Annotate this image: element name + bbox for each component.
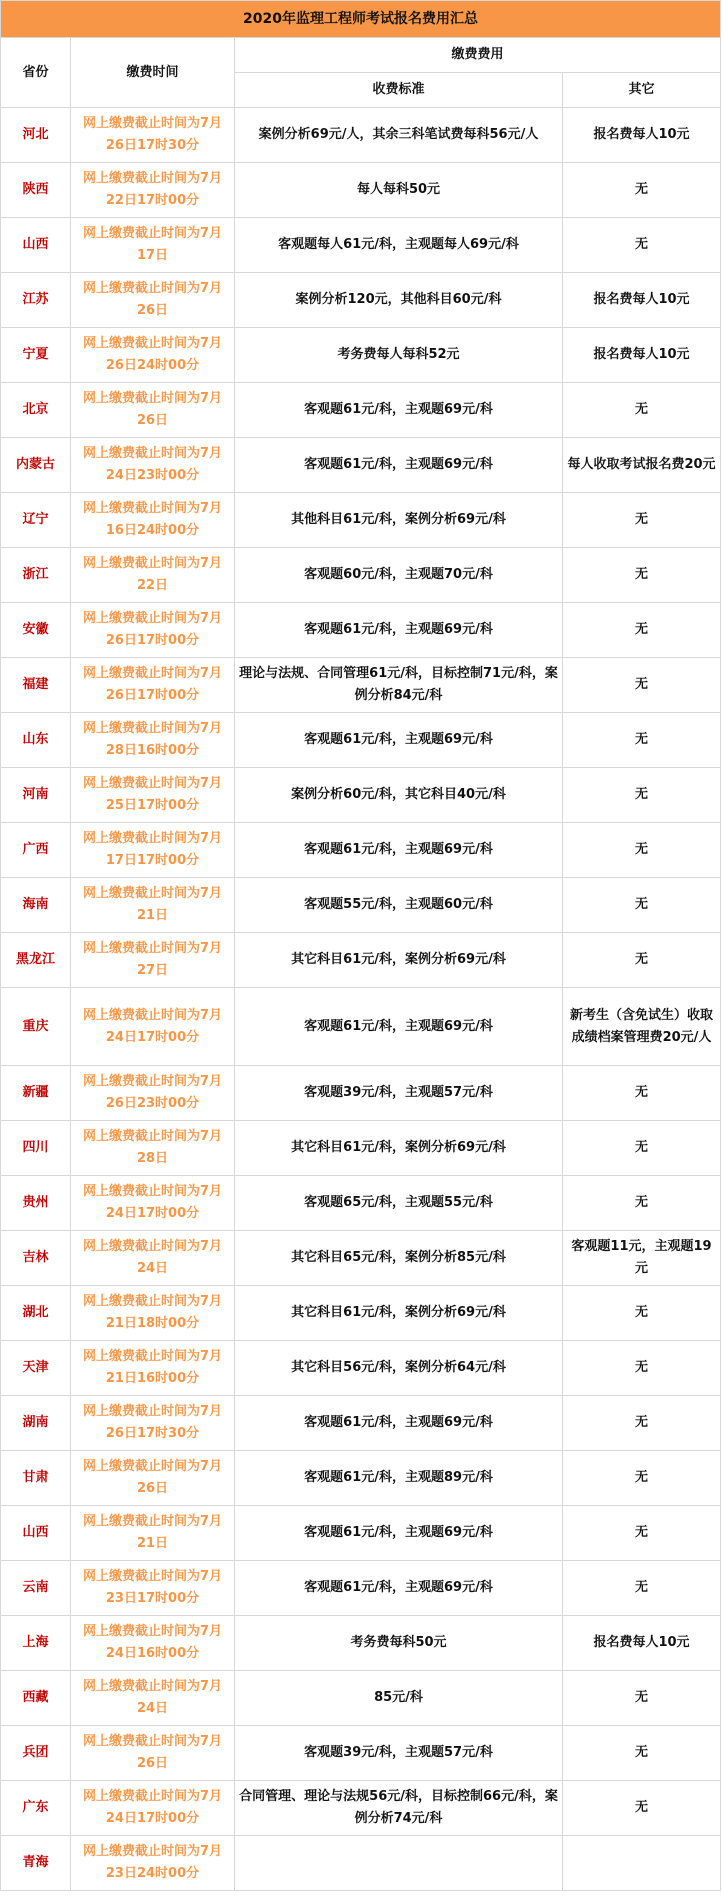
payment-deadline-cell: 网上缴费截止时间为7月24日16时00分 (71, 1616, 235, 1671)
table-row (1, 1176, 721, 1231)
other-fee-cell: 无 (563, 1726, 721, 1781)
table-row (1, 1726, 721, 1781)
payment-deadline-cell: 网上缴费截止时间为7月26日 (71, 1726, 235, 1781)
payment-deadline-cell: 网上缴费截止时间为7月28日 (71, 1121, 235, 1176)
table-row (1, 493, 721, 548)
payment-deadline-cell: 网上缴费截止时间为7月21日16时00分 (71, 1341, 235, 1396)
province-cell: 辽宁 (1, 493, 71, 548)
payment-deadline-cell: 网上缴费截止时间为7月26日17时30分 (71, 1396, 235, 1451)
province-cell: 兵团 (1, 1726, 71, 1781)
other-fee-cell: 无 (563, 933, 721, 988)
table-row (1, 273, 721, 328)
table-row (1, 218, 721, 273)
table-row (1, 1561, 721, 1616)
fee-standard-cell: 客观题61元/科，主观题89元/科 (235, 1451, 563, 1506)
table-row (1, 383, 721, 438)
payment-deadline-cell: 网上缴费截止时间为7月17日 (71, 218, 235, 273)
payment-deadline-cell: 网上缴费截止时间为7月21日 (71, 878, 235, 933)
province-cell: 浙江 (1, 548, 71, 603)
fee-standard-cell: 客观题61元/科，主观题69元/科 (235, 988, 563, 1066)
table-row (1, 1286, 721, 1341)
other-fee-cell: 报名费每人10元 (563, 273, 721, 328)
fee-standard-cell: 客观题61元/科，主观题69元/科 (235, 1561, 563, 1616)
header-payment-fee: 缴费费用 (235, 38, 721, 73)
province-cell: 宁夏 (1, 328, 71, 383)
payment-deadline-cell: 网上缴费截止时间为7月24日17时00分 (71, 988, 235, 1066)
other-fee-cell: 报名费每人10元 (563, 328, 721, 383)
table-body (1, 108, 721, 1891)
table-row (1, 768, 721, 823)
other-fee-cell (563, 1836, 721, 1891)
province-cell: 黑龙江 (1, 933, 71, 988)
table-row (1, 1066, 721, 1121)
other-fee-cell: 无 (563, 658, 721, 713)
other-fee-cell: 无 (563, 1341, 721, 1396)
payment-deadline-cell: 网上缴费截止时间为7月24日 (71, 1231, 235, 1286)
fee-standard-cell: 合同管理、理论与法规56元/科，目标控制66元/科，案例分析74元/科 (235, 1781, 563, 1836)
fee-standard-cell: 客观题61元/科，主观题69元/科 (235, 1506, 563, 1561)
payment-deadline-cell: 网上缴费截止时间为7月25日17时00分 (71, 768, 235, 823)
fee-standard-cell: 考务费每科50元 (235, 1616, 563, 1671)
table-row (1, 1121, 721, 1176)
payment-deadline-cell: 网上缴费截止时间为7月24日 (71, 1671, 235, 1726)
province-cell: 安徽 (1, 603, 71, 658)
fee-standard-cell: 理论与法规、合同管理61元/科，目标控制71元/科，案例分析84元/科 (235, 658, 563, 713)
province-cell: 广东 (1, 1781, 71, 1836)
table-row (1, 108, 721, 163)
fee-standard-cell: 客观题61元/科，主观题69元/科 (235, 823, 563, 878)
payment-deadline-cell: 网上缴费截止时间为7月26日 (71, 273, 235, 328)
payment-deadline-cell: 网上缴费截止时间为7月21日 (71, 1506, 235, 1561)
province-cell: 重庆 (1, 988, 71, 1066)
payment-deadline-cell: 网上缴费截止时间为7月26日24时00分 (71, 328, 235, 383)
fee-standard-cell: 其它科目65元/科，案例分析85元/科 (235, 1231, 563, 1286)
other-fee-cell: 每人收取考试报名费20元 (563, 438, 721, 493)
other-fee-cell: 无 (563, 1286, 721, 1341)
province-cell: 河南 (1, 768, 71, 823)
other-fee-cell: 无 (563, 768, 721, 823)
table-row (1, 1451, 721, 1506)
table-title: 2020年监理工程师考试报名费用汇总 (1, 1, 721, 38)
province-cell: 山东 (1, 713, 71, 768)
province-cell: 吉林 (1, 1231, 71, 1286)
table-row (1, 603, 721, 658)
payment-deadline-cell: 网上缴费截止时间为7月22日17时00分 (71, 163, 235, 218)
header-fee-standard: 收费标准 (235, 73, 563, 108)
province-cell: 云南 (1, 1561, 71, 1616)
payment-deadline-cell: 网上缴费截止时间为7月23日24时00分 (71, 1836, 235, 1891)
province-cell: 河北 (1, 108, 71, 163)
other-fee-cell: 无 (563, 1671, 721, 1726)
table-row (1, 1836, 721, 1891)
other-fee-cell: 无 (563, 383, 721, 438)
payment-deadline-cell: 网上缴费截止时间为7月22日 (71, 548, 235, 603)
table-row (1, 658, 721, 713)
fee-standard-cell: 客观题39元/科，主观题57元/科 (235, 1726, 563, 1781)
other-fee-cell: 无 (563, 1451, 721, 1506)
payment-deadline-cell: 网上缴费截止时间为7月26日17时00分 (71, 603, 235, 658)
province-cell: 新疆 (1, 1066, 71, 1121)
fee-standard-cell: 客观题39元/科，主观题57元/科 (235, 1066, 563, 1121)
province-cell: 北京 (1, 383, 71, 438)
fee-standard-cell (235, 1836, 563, 1891)
province-cell: 甘肃 (1, 1451, 71, 1506)
province-cell: 江苏 (1, 273, 71, 328)
other-fee-cell: 无 (563, 603, 721, 658)
payment-deadline-cell: 网上缴费截止时间为7月24日23时00分 (71, 438, 235, 493)
table-row (1, 548, 721, 603)
table-row (1, 933, 721, 988)
payment-deadline-cell: 网上缴费截止时间为7月27日 (71, 933, 235, 988)
payment-deadline-cell: 网上缴费截止时间为7月16日24时00分 (71, 493, 235, 548)
header-payment-time: 缴费时间 (71, 38, 235, 108)
table-row (1, 163, 721, 218)
province-cell: 山西 (1, 1506, 71, 1561)
fee-standard-cell: 其它科目61元/科，案例分析69元/科 (235, 1286, 563, 1341)
fee-standard-cell: 案例分析120元，其他科目60元/科 (235, 273, 563, 328)
province-cell: 海南 (1, 878, 71, 933)
payment-deadline-cell: 网上缴费截止时间为7月26日 (71, 1451, 235, 1506)
province-cell: 湖南 (1, 1396, 71, 1451)
other-fee-cell: 无 (563, 548, 721, 603)
payment-deadline-cell: 网上缴费截止时间为7月24日17时00分 (71, 1176, 235, 1231)
table-row (1, 1506, 721, 1561)
fee-standard-cell: 客观题61元/科，主观题69元/科 (235, 1396, 563, 1451)
table-row (1, 988, 721, 1066)
fee-standard-cell: 客观题61元/科，主观题69元/科 (235, 383, 563, 438)
other-fee-cell: 无 (563, 1506, 721, 1561)
other-fee-cell: 无 (563, 1176, 721, 1231)
other-fee-cell: 无 (563, 1561, 721, 1616)
fee-standard-cell: 客观题61元/科，主观题69元/科 (235, 713, 563, 768)
province-cell: 广西 (1, 823, 71, 878)
fee-standard-cell: 客观题61元/科，主观题69元/科 (235, 438, 563, 493)
other-fee-cell: 报名费每人10元 (563, 108, 721, 163)
fee-standard-cell: 其它科目61元/科，案例分析69元/科 (235, 1121, 563, 1176)
province-cell: 山西 (1, 218, 71, 273)
other-fee-cell: 无 (563, 1066, 721, 1121)
province-cell: 福建 (1, 658, 71, 713)
fee-standard-cell: 85元/科 (235, 1671, 563, 1726)
province-cell: 四川 (1, 1121, 71, 1176)
other-fee-cell: 无 (563, 878, 721, 933)
province-cell: 陕西 (1, 163, 71, 218)
payment-deadline-cell: 网上缴费截止时间为7月26日23时00分 (71, 1066, 235, 1121)
other-fee-cell: 无 (563, 1396, 721, 1451)
table-row (1, 1671, 721, 1726)
province-cell: 湖北 (1, 1286, 71, 1341)
payment-deadline-cell: 网上缴费截止时间为7月26日17时00分 (71, 658, 235, 713)
fee-standard-cell: 每人每科50元 (235, 163, 563, 218)
province-cell: 青海 (1, 1836, 71, 1891)
other-fee-cell: 无 (563, 1781, 721, 1836)
other-fee-cell: 无 (563, 163, 721, 218)
table-row (1, 328, 721, 383)
fee-standard-cell: 案例分析60元/科，其它科目40元/科 (235, 768, 563, 823)
payment-deadline-cell: 网上缴费截止时间为7月26日17时30分 (71, 108, 235, 163)
other-fee-cell: 报名费每人10元 (563, 1616, 721, 1671)
fee-standard-cell: 其它科目56元/科，案例分析64元/科 (235, 1341, 563, 1396)
table-row (1, 1341, 721, 1396)
fee-standard-cell: 其它科目61元/科，案例分析69元/科 (235, 933, 563, 988)
payment-deadline-cell: 网上缴费截止时间为7月21日18时00分 (71, 1286, 235, 1341)
other-fee-cell: 无 (563, 713, 721, 768)
payment-deadline-cell: 网上缴费截止时间为7月17日17时00分 (71, 823, 235, 878)
fee-standard-cell: 客观题65元/科，主观题55元/科 (235, 1176, 563, 1231)
other-fee-cell: 无 (563, 823, 721, 878)
payment-deadline-cell: 网上缴费截止时间为7月26日 (71, 383, 235, 438)
header-province: 省份 (1, 38, 71, 108)
province-cell: 上海 (1, 1616, 71, 1671)
table-row (1, 1616, 721, 1671)
fee-standard-cell: 客观题61元/科，主观题69元/科 (235, 603, 563, 658)
table-row (1, 1231, 721, 1286)
payment-deadline-cell: 网上缴费截止时间为7月28日16时00分 (71, 713, 235, 768)
fee-standard-cell: 案例分析69元/人，其余三科笔试费每科56元/人 (235, 108, 563, 163)
header-other: 其它 (563, 73, 721, 108)
other-fee-cell: 无 (563, 493, 721, 548)
payment-deadline-cell: 网上缴费截止时间为7月24日17时00分 (71, 1781, 235, 1836)
province-cell: 贵州 (1, 1176, 71, 1231)
table-row (1, 878, 721, 933)
other-fee-cell: 新考生（含免试生）收取成绩档案管理费20元/人 (563, 988, 721, 1066)
other-fee-cell: 无 (563, 1121, 721, 1176)
table-row (1, 1396, 721, 1451)
other-fee-cell: 无 (563, 218, 721, 273)
fee-standard-cell: 考务费每人每科52元 (235, 328, 563, 383)
table-row (1, 823, 721, 878)
fee-standard-cell: 客观题60元/科，主观题70元/科 (235, 548, 563, 603)
payment-deadline-cell: 网上缴费截止时间为7月23日17时00分 (71, 1561, 235, 1616)
fee-standard-cell: 客观题每人61元/科，主观题每人69元/科 (235, 218, 563, 273)
fee-standard-cell: 其他科目61元/科，案例分析69元/科 (235, 493, 563, 548)
province-cell: 西藏 (1, 1671, 71, 1726)
table-row (1, 713, 721, 768)
table-row (1, 438, 721, 493)
province-cell: 天津 (1, 1341, 71, 1396)
other-fee-cell: 客观题11元，主观题19元 (563, 1231, 721, 1286)
province-cell: 内蒙古 (1, 438, 71, 493)
table-row (1, 1781, 721, 1836)
fee-standard-cell: 客观题55元/科，主观题60元/科 (235, 878, 563, 933)
